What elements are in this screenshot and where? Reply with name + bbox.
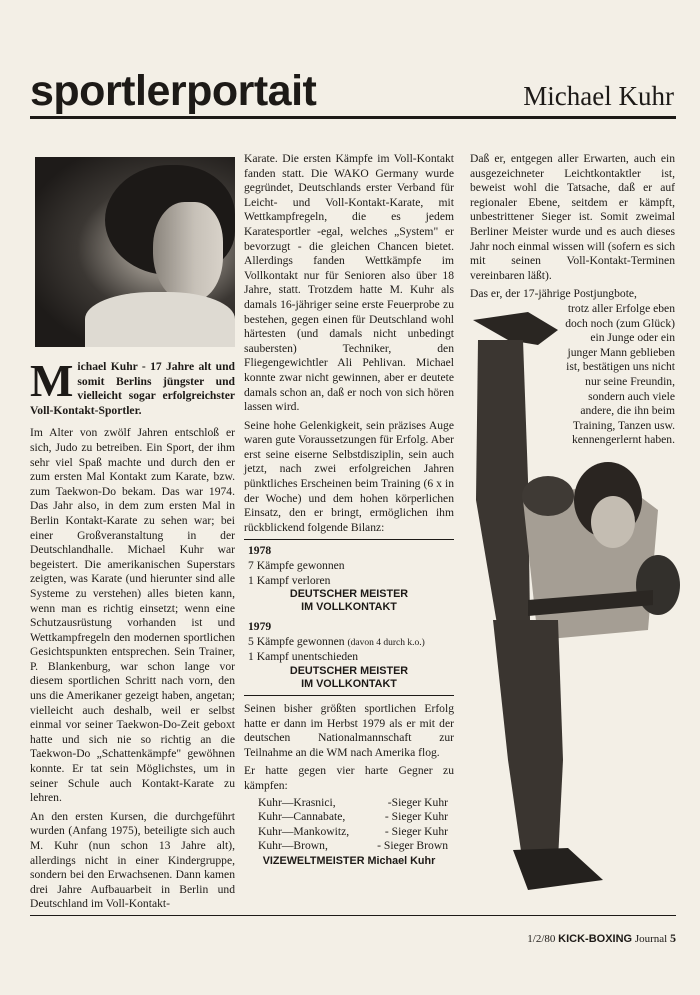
champion-title: IM VOLLKONTAKT	[301, 601, 397, 614]
champion-title: DEUTSCHER MEISTER	[289, 588, 409, 601]
results-box	[244, 539, 454, 696]
results-line: 1 Kampf unentschieden	[248, 650, 359, 664]
page-footer	[527, 931, 676, 946]
results-line: 1 Kampf verloren	[248, 573, 331, 587]
match-row: Kuhr—Krasnici, -Sieger Kuhr	[258, 795, 448, 809]
page-header	[30, 66, 676, 122]
champion-title: DEUTSCHER MEISTER	[289, 665, 409, 677]
results-1979	[248, 620, 450, 691]
paragraph: Das er, der 17-jährige Postjungbote,	[470, 287, 637, 301]
vice-champion-line: VIZEWELTMEISTER Michael Kuhr	[262, 854, 436, 867]
results-line: 7 Kämpfe gewonnen	[248, 559, 345, 573]
paragraph: An den ersten Kursen, die durchgeführt wurden (Anfang 1975), beteiligte sich auch M. Kuhr (nun schon 13 Jahre alt), allerdings nicht in einer Kindergruppe, sondern bei den Erwachsenen. Dann kamen drei Jahre Aufbauarbeit in Berlin und Deutschland im Voll-Kontakt-	[30, 809, 235, 911]
paragraph: Im Alter von zwölf Jahren entschloß er sich, Judo zu betreiben. Ein Sport, der ihm sehr viel Spaß machte und durch den er zum ersten Mal Kontakt zum Karate, bzw. zum Taekwon-Do bekam. Das war 1974. Das Jahr also, in dem zum ersten Mal in Berlin Kontakt-Karate zu sehen war; bei einer Großveranstaltung in der Deutschlandhalle. Michael Kuhr war begeistert. Die amerikanischen Superstars zeigten, was Karate (und hierunter sind alle Systeme zu verstehen) alles bieten kann, wenn man es richtig einsetzt; wenn eine Schutzausrüstung vorhanden ist und Wettkampfregeln den modernen sportlichen Gesichtspunkten entsprechen. Sein Trainer, P. Blankenburg, war schon lange vor diesem sportlichen Schritt nach vorn, den uns die Amerikaner gezeigt haben, angetan; vielleicht auch deshalb, weil er selbst einmal vor seiner Taekwon-Do-Zeit geboxt hatte und sich nie so richtig an die Taekwon-Do „Schattenkämpfe" gewöhnen konnte. Er tat sein Möglichstes, um in seiner Schule auch Kontakt-Karate zu lehren.	[30, 426, 235, 805]
paragraph: Er hatte gegen vier harte Gegner zu kämpfen:	[244, 764, 454, 792]
paragraph: Seinen bisher größten sportlichen Erfolg hatte er dann im Herbst 1979 als er mit der deutschen Nationalmannschaft zur Teilnahme an die WM nach Amerika flog.	[244, 702, 454, 759]
results-year: 1979	[248, 620, 272, 634]
results-note: (davon 4 durch k.o.)	[347, 637, 425, 648]
high-kick-photo	[468, 300, 683, 900]
section-title: sportlerportait	[30, 67, 317, 115]
column-1	[30, 355, 235, 916]
issue-number: 1/2/80	[527, 933, 556, 945]
champion-title: IM VOLLKONTAKT	[301, 678, 397, 690]
results-1978	[248, 544, 450, 614]
footer-rule	[30, 915, 676, 916]
paragraph: Daß er, entgegen aller Erwarten, auch ein ausgezeichneter Leichtkontaktler ist, beweist wohl die Tatsache, daß er auf regionaler Ebene, seitdem er kämpft, unbestrittener Sieger ist. Somit zweimal Berliner Meister wurde und es auch dieses Jahr noch einmal wissen will (sofern es sich mit seinen Voll-Kontakt-Terminen vereinbaren läßt).	[470, 152, 675, 282]
column-2	[244, 152, 454, 869]
person-name: Michael Kuhr	[523, 81, 674, 111]
header-rule	[30, 116, 676, 119]
results-year: 1978	[248, 544, 272, 558]
magazine-journal: Journal	[634, 933, 668, 945]
intro-paragraph: Michael Kuhr - 17 Jahre alt und somit Berlins jüngster und vielleicht sogar erfolgreichster Voll-Kontakt-Sportler.	[30, 355, 235, 417]
match-row: Kuhr—Cannabate, - Sieger Kuhr	[258, 810, 448, 824]
match-list	[244, 796, 454, 854]
results-line: 5 Kämpfe gewonnen (davon 4 durch k.o.)	[248, 634, 425, 648]
drop-cap: M	[30, 355, 74, 406]
magazine-brand: KICK-BOXING	[558, 933, 633, 945]
paragraph: Karate. Die ersten Kämpfe im Voll-Kontakt fanden statt. Die WAKO Germany wurde gegründet, Deutschlands erster Verband für Leicht- und Voll-Kontakt-Karate, mit Wettkampfregeln, die es jedem Karatesportler -egal, welches „System" er bevorzugt - die gleichen Chancen bietet. Allerdings fanden Wettkämpfe im Vollkontakt nur für Senioren also über 18 Jahre, statt. Trotzdem hatte M. Kuhr als damals 16-jähriger seine erste Feuerprobe zu bestehen, gegen einen für Deutschland wohl härtesten (und damals nicht unbedingt saubersten) Techniker, den Fliegengewichtler Ali Pehlivan. Michael konnte zwar nicht gewinnen, aber er deutete damals schon an, daß er noch von sich hören lassen wird.	[244, 152, 454, 414]
page-number: 5	[670, 931, 676, 945]
portrait-photo	[35, 157, 235, 347]
paragraph-wrapped: trotz aller Erfolge eben doch noch (zum Glück) ein Junge oder ein junger Mann geblieben ist, bestätigen uns nicht nur seine Freundin, sondern auch viele andere, die ihn beim Training, Tanzen usw. kennengerlernt haben.	[565, 301, 675, 447]
paragraph: Seine hohe Gelenkigkeit, sein präzises Auge waren gute Voraussetzungen für Erfolg. Aber erst seine eiserne Selbstdisziplin, sein auch jetzt, nach zwei erfolgreichen Jahren pünktliches Erscheinen beim Training (6 x in der Woche) und dem hohen körperlichen Einsatz, den er bringt, ermöglichen ihm rückblickend folgende Bilanz:	[244, 418, 454, 534]
match-row: Kuhr—Mankowitz, - Sieger Kuhr	[258, 824, 448, 838]
match-row: Kuhr—Brown, - Sieger Brown	[258, 839, 448, 853]
